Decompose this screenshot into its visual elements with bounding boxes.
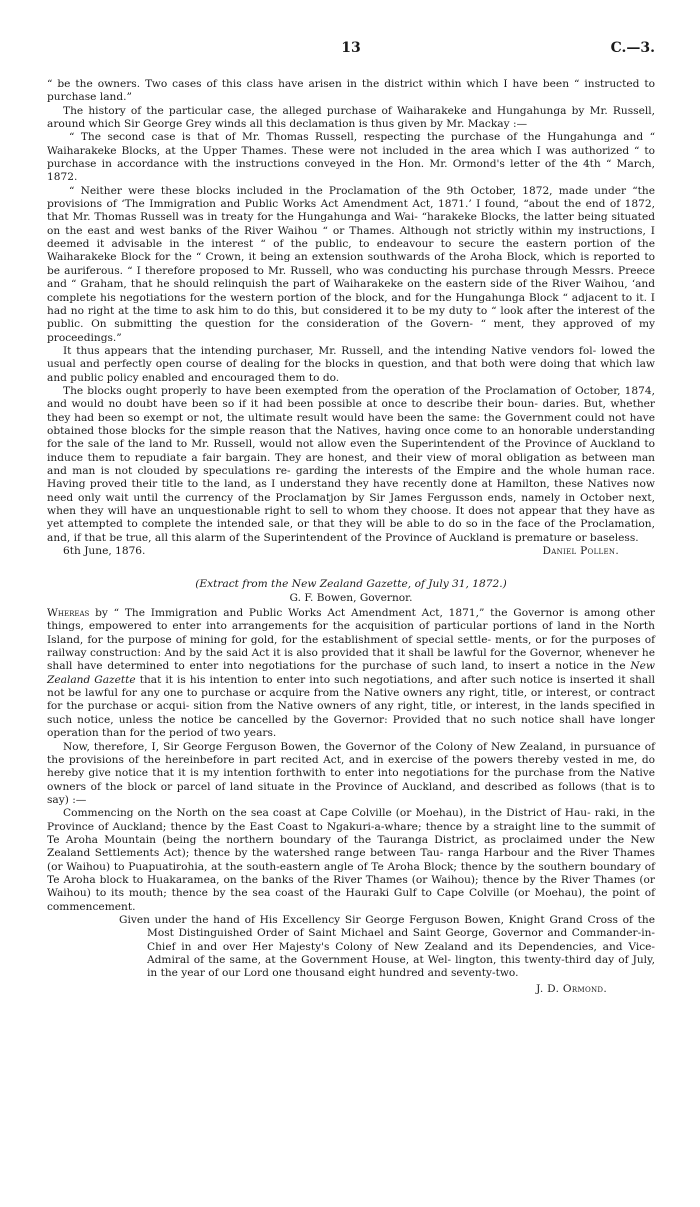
- final-signature: J. D. Ormond.: [536, 982, 607, 995]
- extract-title-date: July 31, 1872.: [428, 578, 503, 591]
- signoff: [47, 545, 655, 558]
- page-number: 13: [341, 40, 361, 56]
- extract-title-of: of: [414, 578, 425, 591]
- signoff-signature: Daniel Pollen.: [542, 545, 619, 558]
- paragraph-neither: “ Neither were these blocks included in the Proclamation of the 9th October, 1872, made under “the provisions of ‘The Immigration and Public Works Act Amendment Act, 1871.’ I found, “about the end of 1872, that Mr. Thomas Russell was in treaty for the Hungahunga and Wai- “harakeke Blocks, the latter being situated on the east and west banks of the River Waihou “ or Thames. Although not strictly within my instructions, I deemed it advisable in the interest “ of the public, to endeavour to secure the eastern portion of the Waiharakeke Block for the “ Crown, it being an extension southwards of the Aroha Block, which is reported to be auriferous. “ I therefore proposed to Mr. Russell, who was conducting his purchase through Messrs. Preece and “ Graham, that he should relinquish the part of Waiharakeke on the eastern side of the River Waihou, ‘and complete his negotiations for the western portion of the block, and for the Hungahunga Block “ adjacent to it. I had no right at the time to ask him to do this, but considered it to be my duty to “ look after the interest of the public. On submitting the question for the consideration of the Govern- “ ment, they approved of my proceedings.”: [47, 184, 655, 344]
- extract-title-gazette: New Zealand Gazette,: [291, 578, 412, 591]
- extract-title-prefix: (Extract from the: [195, 578, 289, 591]
- governor-line: G. F. Bowen, Governor.: [289, 591, 413, 604]
- whereas-word: Whereas: [47, 607, 90, 620]
- paragraph-whereas: [47, 607, 655, 740]
- extract-title-close: ): [502, 578, 507, 591]
- paragraph-quote-close: “ be the owners. Two cases of this class have arisen in the district within which I have been “ instructed to purchase land.”: [47, 78, 655, 104]
- paragraph-blocks-exempted: The blocks ought properly to have been exempted from the operation of the Proclamation of October, 1874, and would no doubt have been so if it had been possible at once to describe their boun- daries. But, whether they had been so exempt or not, the ultimate result would have been the same: the Government could not have obtained those blocks for the simple reason that the Natives, having once come to an honorable understanding for the sale of the land to Mr. Russell, would not allow even the Superintendent of the Province of Auckland to induce them to repudiate a fair bargain. They are honest, and their view of moral obligation as between man and man is not clouded by speculations re- garding the interests of the Empire and the whole human race. Having proved their title to the land, as I understand they have recently done at Hamilton, these Natives now need only wait until the currency of the Proclamatjon by Sir James Fergusson ends, namely in October next, when they will have an unquestionable right to sell to whom they choose. It does not appear that they have as yet attempted to complete the intended sale, or that they will be able to do so in the face of the Proclamation, and, if that be true, all this alarm of the Superintendent of the Province of Auckland is premature or baseless.: [47, 384, 655, 544]
- paragraph-second-case: “ The second case is that of Mr. Thomas Russell, respecting the purchase of the Hungahunga and “ Waiharakeke Blocks, at the Upper Thames. These were not included in the area which I was authorized “ to purchase in accordance with the instructions conveyed in the Hon. Mr. Ormond's letter of the 4th “ March, 1872.: [47, 131, 655, 184]
- page-header: [47, 42, 655, 78]
- paragraph-given-under: Given under the hand of His Excellency Sir George Ferguson Bowen, Knight Grand Cross of the Most Distinguished Order of Saint Michael and Saint George, Governor and Commander-in-Chief in and over Her Majesty's Colony of New Zealand and its Dependencies, and Vice-Admiral of the same, at the Government House, at Wel- lington, this twenty-third day of July, in the year of our Lord one thousand eight hundred and seventy-two.: [119, 913, 655, 980]
- whereas-text-continued: that it is his intention to enter into such negotiations, and after such notice is inserted it shall not be lawful for any one to purchase or acquire from the Native owners any right, title, or interest, or contract for the purchase or acqui- sition from the Native owners of any right, title, or interest, in the lands specified in such notice, unless the notice be cancelled by the Governor: Provided that no such notice shall have longer operation than for the period of two years.: [47, 673, 655, 740]
- signoff-date: 6th June, 1876.: [63, 545, 146, 558]
- whereas-gazette-name: New Zealand Gazette: [47, 660, 655, 686]
- paragraph-history: The history of the particular case, the alleged purchase of Waiharakeke and Hungahunga by Mr. Russell, around which Sir George Grey winds all this declamation is thus given by Mr. Mackay :—: [47, 104, 655, 131]
- paragraph-now-therefore: Now, therefore, I, Sir George Ferguson Bowen, the Governor of the Colony of New Zealand, in pursuance of the provisions of the hereinbefore in part recited Act, and in exercise of the powers thereby vested in me, do hereby give notice that it is my intention forthwith to enter into negotiations for the purchase from the Native owners of the block or parcel of land situate in the Province of Auckland, and described as follows (that is to say) :—: [47, 740, 655, 806]
- extract-title: [47, 578, 655, 591]
- paper-reference: C.—3.: [610, 40, 655, 56]
- paragraph-thus-appears: It thus appears that the intending purchaser, Mr. Russell, and the intending Native vendors fol- lowed the usual and perfectly open course of dealing for the blocks in question, and that both were doing that which law and public policy enabled and encouraged them to do.: [47, 344, 655, 384]
- paragraph-boundaries: Commencing on the North on the sea coast at Cape Colville (or Moehau), in the District of Hau- raki, in the Province of Auckland; thence by the East Coast to Ngakuri-a-whare; thence by a straight line to the summit of Te Aroha Mountain (being the northern boundary of the Tauranga District, as proclaimed under the New Zealand Settlements Act); thence by the watershed range between Tau- ranga Harbour and the River Thames (or Waihou) to Puapuatirohia, at the south-eastern angle of Te Aroha Block; thence by the southern boundary of Te Aroha block to Huakaramea, on the banks of the River Thames (or Waihou); thence by the River Thames (or Waihou) to its mouth; thence by the sea coast of the Hauraki Gulf to Cape Colville (or Moehau), the point of commencement.: [47, 807, 655, 913]
- whereas-text: by “ The Immigration and Public Works Act Amendment Act, 1871,” the Governor is among other things, empowered to enter into arrangements for the acquisition of particular portions of land in the North Island, for the purpose of mining for gold, for the establishment of special settle- ments, or for the purposes of railway construction: And by the said Act it is also provided that it shall be lawful for the Governor, whenever he shall have determined to enter into negotiations for the purchase of such land, to insert a notice in the: [47, 607, 655, 673]
